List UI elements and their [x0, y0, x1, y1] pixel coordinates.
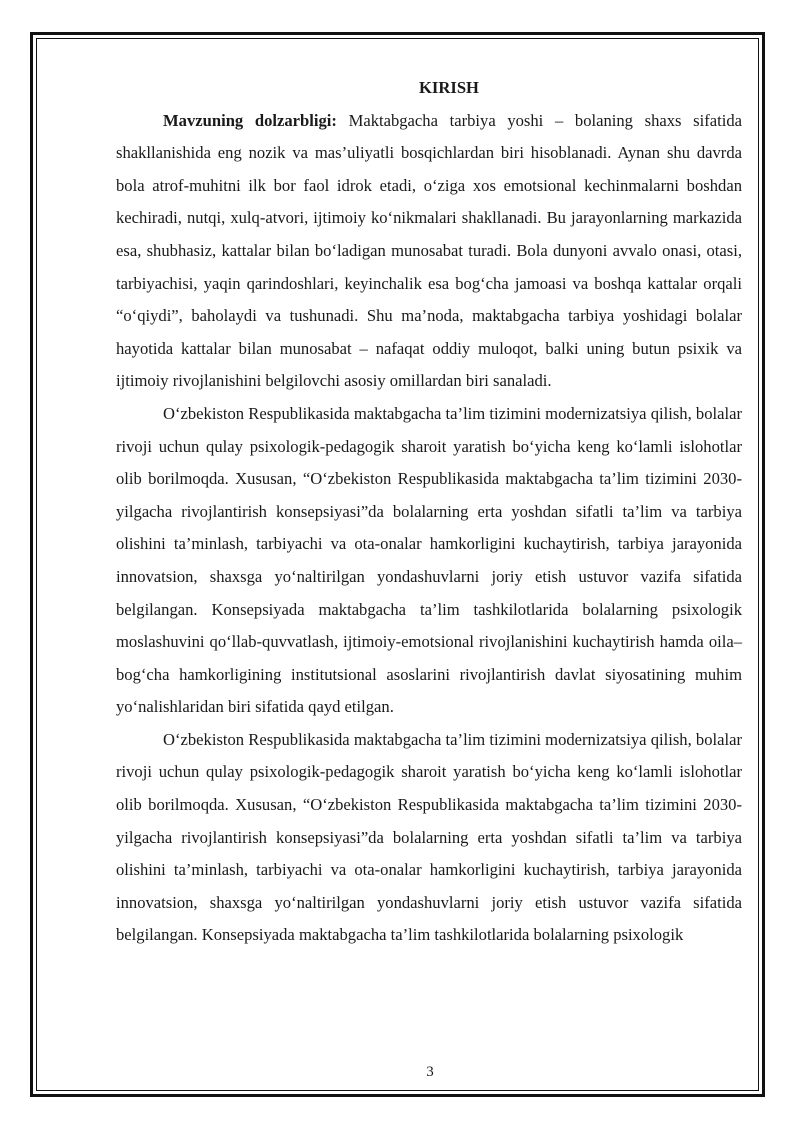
paragraph-relevance	[116, 105, 742, 398]
paragraph-reforms: O‘zbekiston Respublikasida maktabgacha ta’lim tizimini modernizatsiya qilish, bolalar rivoji uchun qulay psixologik-pedagogik sharoit yaratish bo‘yicha keng ko‘lamli islohotlar olib borilmoqda. Xususan, “O‘zbekiston Respublikasida maktabgacha ta’lim tizimini 2030-yilgacha rivojlantirish konsepsiyasi”da bolalarning erta yoshdan sifatli ta’lim va tarbiya olishini ta’minlash, tarbiyachi va ota-onalar hamkorligini kuchaytirish, tarbiya jarayonida innovatsion, shaxsga yo‘naltirilgan yondashuvlarni joriy etish ustuvor vazifa sifatida belgilangan. Konsepsiyada maktabgacha ta’lim tashkilotlarida bolalarning psixologik moslashuvini qo‘llab-quvvatlash, ijtimoiy-emotsional rivojlanishini kuchaytirish hamda oila–bog‘cha hamkorligining institutsional asoslarini rivojlantirish davlat siyosatining muhim yo‘nalishlaridan biri sifatida qayd etilgan.	[116, 403, 742, 717]
section-title: KIRISH	[419, 78, 479, 97]
paragraph-reforms-repeat: O‘zbekiston Respublikasida maktabgacha ta’lim tizimini modernizatsiya qilish, bolalar rivoji uchun qulay psixologik-pedagogik sharoit yaratish bo‘yicha keng ko‘lamli islohotlar olib borilmoqda. Xususan, “O‘zbekiston Respublikasida maktabgacha ta’lim tizimini 2030-yilgacha rivojlantirish konsepsiyasi”da bolalarning erta yoshdan sifatli ta’lim va tarbiya olishini ta’minlash, tarbiyachi va ota-onalar hamkorligini kuchaytirish, tarbiya jarayonida innovatsion, shaxsga yo‘naltirilgan yondashuvlarni joriy etish ustuvor vazifa sifatida belgilangan. Konsepsiyada maktabgacha ta’lim tashkilotlarida bolalarning psixologik	[116, 729, 742, 945]
paragraph-text: Maktabgacha tarbiya yoshi – bolaning shaxs sifatida shakllanishida eng nozik va mas’uliyatli bosqichlardan biri hisoblanadi. Aynan shu davrda bola atrof-muhitni ilk bor faol idrok etadi, o‘ziga xos emotsional kechinmalarni boshdan kechiradi, nutqi, xulq-atvori, ijtimoiy ko‘nikmalari shakllanadi. Bu jarayonlarning markazida esa, shubhasiz, kattalar bilan bo‘ladigan munosabat turadi. Bola dunyoni avvalo onasi, otasi, tarbiyachisi, yaqin qarindoshlari, keyinchalik esa bog‘cha jamoasi va boshqa kattalar orqali “o‘qiydi”, baholaydi va tushunadi. Shu ma’noda, maktabgacha tarbiya yoshidagi bolalar hayotida kattalar bilan munosabat – nafaqat oddiy muloqot, balki uning butun psixik va ijtimoiy rivojlanishini belgilovchi asosiy omillardan biri sanaladi.	[116, 110, 742, 391]
document-body	[116, 72, 742, 952]
paragraph-lead: Mavzuning dolzarbligi:	[163, 110, 337, 130]
page-number: 3	[426, 1064, 434, 1080]
